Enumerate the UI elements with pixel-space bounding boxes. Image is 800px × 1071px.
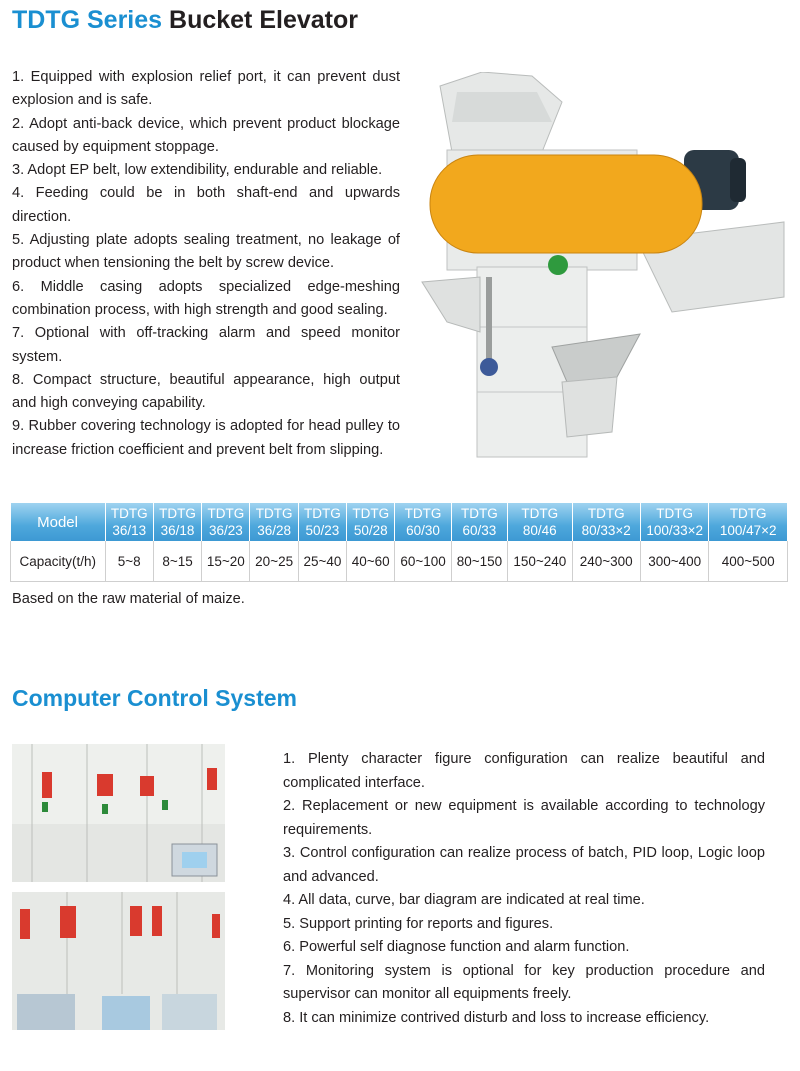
spec-table — [10, 503, 788, 582]
feature-item: 5. Adjusting plate adopts sealing treatment, no leakage of product when tensioning the belt by screw device. — [12, 232, 400, 272]
capacity-row — [11, 541, 788, 582]
model-header-cell: TDTG 36/28 — [250, 503, 298, 541]
capacity-cell: 60~100 — [395, 541, 451, 582]
section-title: Computer Control System — [12, 685, 297, 711]
model-header-cell: TDTG 50/23 — [298, 503, 346, 541]
capacity-cell: 20~25 — [250, 541, 298, 582]
capacity-cell: 15~20 — [202, 541, 250, 582]
feature-item: 2. Adopt anti-back device, which prevent product blockage caused by equipment stoppage. — [12, 115, 400, 155]
control-feature-item: 1. Plenty character figure configuration can realize beautiful and complicated interface. — [283, 751, 765, 791]
model-header-cell: TDTG 80/33×2 — [572, 503, 640, 541]
feature-item: 8. Compact structure, beautiful appearance, high output and high conveying capability. — [12, 371, 400, 412]
capacity-cell: 300~400 — [640, 541, 708, 582]
model-header-cell: TDTG 60/30 — [395, 503, 451, 541]
capacity-cell: 150~240 — [508, 541, 572, 582]
control-room-photo — [12, 744, 225, 1030]
spec-header-row — [11, 503, 788, 541]
control-feature-item: 3. Control configuration can realize process of batch, PID loop, Logic loop and advanced. — [283, 845, 765, 885]
model-header-cell: TDTG 80/46 — [508, 503, 572, 541]
model-header-cell: TDTG 100/33×2 — [640, 503, 708, 541]
control-feature-item: 8. It can minimize contrived disturb and loss to increase efficiency. — [283, 1009, 710, 1026]
capacity-cell: 240~300 — [572, 541, 640, 582]
table-note: Based on the raw material of maize. — [12, 591, 245, 607]
feature-item: 1. Equipped with explosion relief port, it can prevent dust explosion and is safe. — [12, 69, 400, 109]
feature-item: 3. Adopt EP belt, low extendibility, endurable and reliable. — [12, 162, 383, 179]
bucket-elevator-photo — [412, 72, 792, 464]
feature-item: 6. Middle casing adopts specialized edge-meshing combination process, with high strength and good sealing. — [12, 278, 400, 318]
capacity-cell: 8~15 — [153, 541, 201, 582]
model-header-cell: TDTG 50/28 — [347, 503, 395, 541]
model-header-cell: TDTG 36/23 — [202, 503, 250, 541]
capacity-cell: 5~8 — [105, 541, 153, 582]
model-header-cell: TDTG 100/47×2 — [709, 503, 788, 541]
product-name: Bucket Elevator — [169, 6, 358, 34]
feature-item: 9. Rubber covering technology is adopted for head pulley to increase friction coefficient and prevent belt from slipping. — [12, 418, 400, 458]
control-feature-item: 6. Powerful self diagnose function and alarm function. — [283, 939, 630, 955]
control-feature-item: 4. All data, curve, bar diagram are indicated at real time. — [283, 892, 645, 908]
page-title — [12, 6, 358, 35]
model-header-cell: TDTG 60/33 — [451, 503, 507, 541]
series-name: TDTG Series — [12, 6, 163, 34]
model-header-cell: TDTG 36/18 — [153, 503, 201, 541]
feature-item: 7. Optional with off-tracking alarm and speed monitor system. — [12, 325, 400, 365]
control-feature-list — [283, 748, 765, 1030]
control-feature-item: 5. Support printing for reports and figures. — [283, 915, 554, 932]
model-header: Model — [11, 503, 106, 541]
feature-list — [12, 66, 400, 462]
feature-item: 4. Feeding could be in both shaft-end and upwards direction. — [12, 185, 400, 225]
capacity-cell: 40~60 — [347, 541, 395, 582]
capacity-cell: 400~500 — [709, 541, 788, 582]
capacity-label: Capacity(t/h) — [11, 541, 106, 582]
control-feature-item: 7. Monitoring system is optional for key production procedure and supervisor can monitor all equipments freely. — [283, 962, 765, 1002]
control-feature-item: 2. Replacement or new equipment is available according to technology requirements. — [283, 798, 765, 838]
capacity-cell: 80~150 — [451, 541, 507, 582]
model-header-cell: TDTG 36/13 — [105, 503, 153, 541]
capacity-cell: 25~40 — [298, 541, 346, 582]
